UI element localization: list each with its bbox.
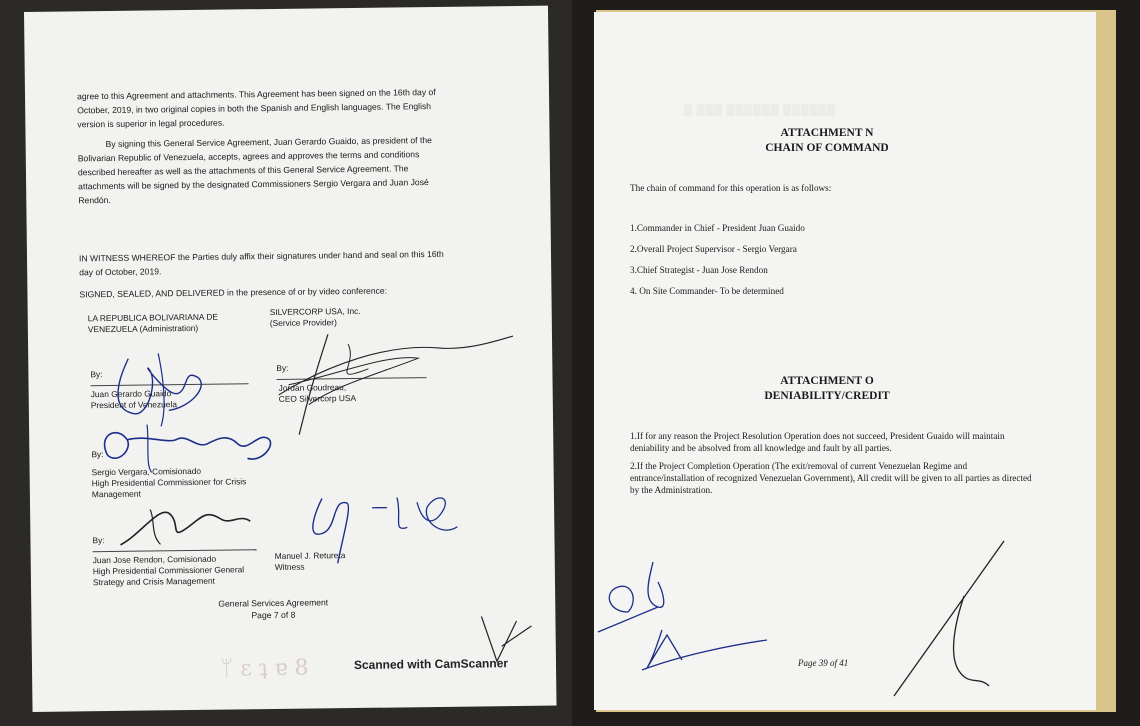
list-item: 1.Commander in Chief - President Juan Guaido <box>630 223 805 233</box>
list-item: 4. On Site Commander- To be determined <box>630 286 784 296</box>
bleed-through-text: ▒ ▒▒▒ ▒▒▒▒▒▒ ▒▒▒▒▒▒ <box>684 104 836 116</box>
by-label-4: By: <box>92 535 105 546</box>
signatory-rendon: Juan Jose Rendon, Comisionado High Presidential Commissioner General Strategy and Crisis Management <box>92 553 245 588</box>
signatory-retureta: Manuel J. Retureta Witness <box>274 550 346 572</box>
page-number: Page 39 of 41 <box>798 658 849 668</box>
camscanner-watermark: Scanned with CamScanner <box>353 656 509 673</box>
agreement-paragraphs <box>77 85 448 208</box>
chain-of-command-list <box>630 222 1036 297</box>
left-document-page <box>24 6 557 712</box>
signed-sealed-line: SIGNED, SEALED, AND DELIVERED in the presence of or by video conference: <box>79 285 388 300</box>
witness-clause: IN WITNESS WHEREOF the Parties duly affix their signatures under hand and seal on this 16th day of October, 2019. <box>78 248 444 278</box>
document-footer: General Services Agreement Page 7 of 8 <box>218 597 329 621</box>
bleed-through-marks: ᛘ ɛ ʇ ɐ 8 <box>219 655 309 682</box>
by-label-2: By: <box>276 362 289 373</box>
attachment-o-heading: ATTACHMENT O DENIABILITY/CREDIT <box>764 375 890 402</box>
attachment-n-heading: ATTACHMENT N CHAIN OF COMMAND <box>765 127 889 154</box>
list-item: 1.If for any reason the Project Resolution Operation does not succeed, President Guaido will maintain deniability and be absolved from all knowledge and fault by all parties. <box>630 431 1005 453</box>
signatory-goudreau: Jordan Goudreau, CEO Silvercorp USA <box>278 382 357 404</box>
deniability-list <box>630 430 1036 496</box>
list-item: 2.If the Project Completion Operation (The exit/removal of current Venezuelan Regime and entrance/installation of recognized Venezuelan Government), All credit will be given to all parties as directed by the Administration. <box>630 461 1032 495</box>
signatory-guaido: Juan Gerardo Guaido President of Venezuela <box>90 388 178 411</box>
party-administration: LA REPUBLICA BOLIVARIANA DE VENEZUELA (Administration) <box>87 311 218 335</box>
signature-line-4 <box>93 549 257 552</box>
initials-guaido <box>598 552 678 632</box>
rendon-signature <box>110 493 261 555</box>
chain-intro: The chain of command for this operation is as follows: <box>630 183 832 193</box>
signatory-vergara: Sergio Vergara, Comisionado High Presidential Commissioner for Crisis Management <box>91 465 247 500</box>
paragraph-2: By signing this General Service Agreement, Juan Gerardo Guaido, as president of the Bolivarian Republic of Venezuela, accepts, agrees and approves the terms and conditions described hereafter as well as the attachments of this General Service Agreement. The attachments will be signed by the designated Commissioners Sergio Vergara and Juan José Rendón. <box>77 135 432 206</box>
initials-vergara <box>642 620 772 680</box>
initials-rendon <box>894 536 1014 706</box>
by-label-1: By: <box>90 369 103 380</box>
party-service-provider: SILVERCORP USA, Inc. (Service Provider) <box>269 305 361 329</box>
list-item: 3.Chief Strategist - Juan Jose Rendon <box>630 265 768 275</box>
paragraph-1: agree to this Agreement and attachments. This Agreement has been signed on the 16th day of October, 2019, in two original copies in both the Spanish and English languages. The English version is superior in legal procedures. <box>76 86 436 130</box>
list-item: 2.Overall Project Supervisor - Sergio Vergara <box>630 244 797 254</box>
signature-line-1 <box>91 383 249 386</box>
by-label-3: By: <box>91 449 104 460</box>
right-document-page <box>594 12 1096 710</box>
signature-line-2 <box>277 377 427 380</box>
